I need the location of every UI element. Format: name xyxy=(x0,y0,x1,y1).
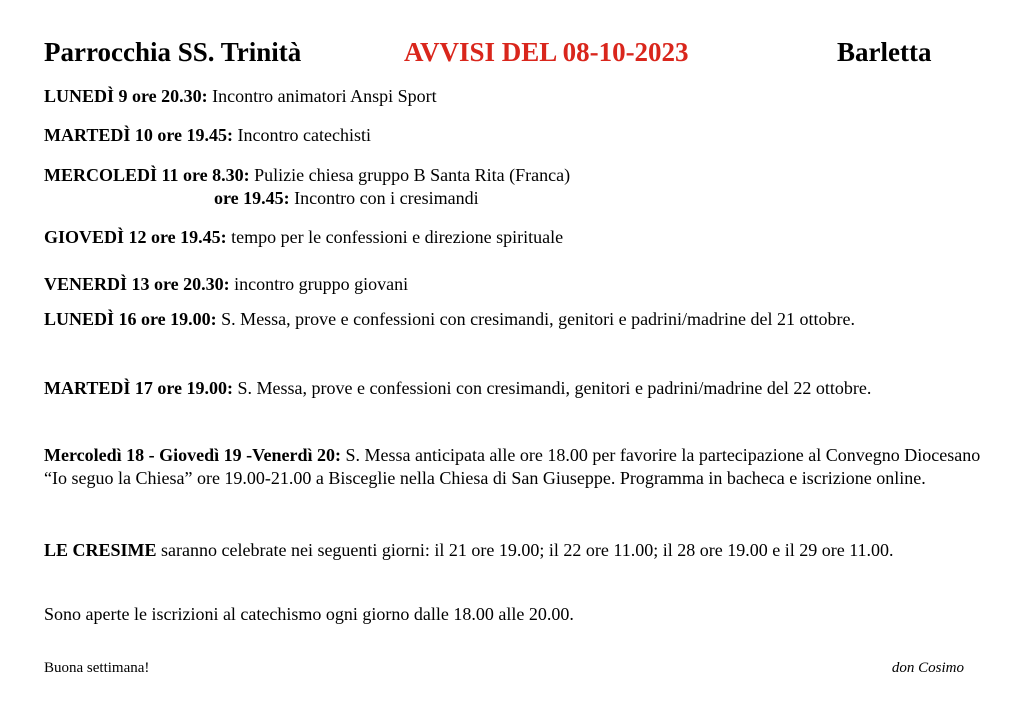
city-name: Barletta xyxy=(837,37,932,67)
notice-extra-time: ore 19.45: xyxy=(214,188,290,208)
notice-extra-text: Incontro con i cresimandi xyxy=(289,188,479,208)
signature: don Cosimo xyxy=(891,660,964,676)
greeting: Buona settimana! xyxy=(44,660,150,676)
notice-extra-line xyxy=(44,187,984,210)
notice-day: LUNEDÌ 9 ore 20.30: xyxy=(44,86,208,106)
notice-day: MARTEDÌ 17 ore 19.00: xyxy=(44,378,234,398)
notice-text: incontro gruppo giovani xyxy=(229,274,409,294)
notice-text: Incontro animatori Anspi Sport xyxy=(207,86,437,106)
notice-cresime xyxy=(44,539,984,562)
notice-day: GIOVEDÌ 12 ore 19.45: xyxy=(44,227,227,247)
notice-monday-16 xyxy=(44,308,984,331)
catechismo-text: Sono aperte le iscrizioni al catechismo ogni giorno dalle 18.00 alle 20.00. xyxy=(44,604,574,624)
cresime-label: LE CRESIME xyxy=(44,540,157,560)
notice-monday-9 xyxy=(44,85,984,108)
notice-text: Pulizie chiesa gruppo B Santa Rita (Franca) xyxy=(249,165,571,185)
parish-name: Parrocchia SS. Trinità xyxy=(44,37,302,67)
notice-text: S. Messa, prove e confessioni con cresimandi, genitori e padrini/madrine del 22 ottobre. xyxy=(233,378,872,398)
notice-day: LUNEDÌ 16 ore 19.00: xyxy=(44,309,217,329)
notice-text: Incontro catechisti xyxy=(233,125,371,145)
notice-line xyxy=(44,164,984,187)
notice-catechismo xyxy=(44,603,984,626)
notice-tuesday-10 xyxy=(44,124,984,147)
notice-text: S. Messa anticipata alle ore 18.00 per favorire la partecipazione al Convegno Diocesano “Io seguo la Chiesa” ore 19.00-21.00 a Bisceglie nella Chiesa di San Giuseppe. Programma in bacheca e iscrizione online. xyxy=(44,445,981,488)
notice-day: MERCOLEDÌ 11 ore 8.30: xyxy=(44,165,250,185)
notice-day: VENERDÌ 13 ore 20.30: xyxy=(44,274,230,294)
notice-title: AVVISI DEL 08-10-2023 xyxy=(404,37,689,67)
header xyxy=(44,34,954,70)
cresime-text: saranno celebrate nei seguenti giorni: il 21 ore 19.00; il 22 ore 11.00; il 28 ore 19.00 e il 29 ore 11.00. xyxy=(156,540,894,560)
notice-convegno xyxy=(44,444,984,490)
notice-friday-13 xyxy=(44,273,984,296)
notice-wednesday-11 xyxy=(44,164,984,210)
notice-tuesday-17 xyxy=(44,377,984,400)
notice-day: Mercoledì 18 - Giovedì 19 -Venerdì 20: xyxy=(44,445,341,465)
notice-day: MARTEDÌ 10 ore 19.45: xyxy=(44,125,234,145)
notice-text: tempo per le confessioni e direzione spirituale xyxy=(226,227,564,247)
notice-text: S. Messa, prove e confessioni con cresimandi, genitori e padrini/madrine del 21 ottobre. xyxy=(216,309,856,329)
notice-thursday-12 xyxy=(44,226,984,249)
